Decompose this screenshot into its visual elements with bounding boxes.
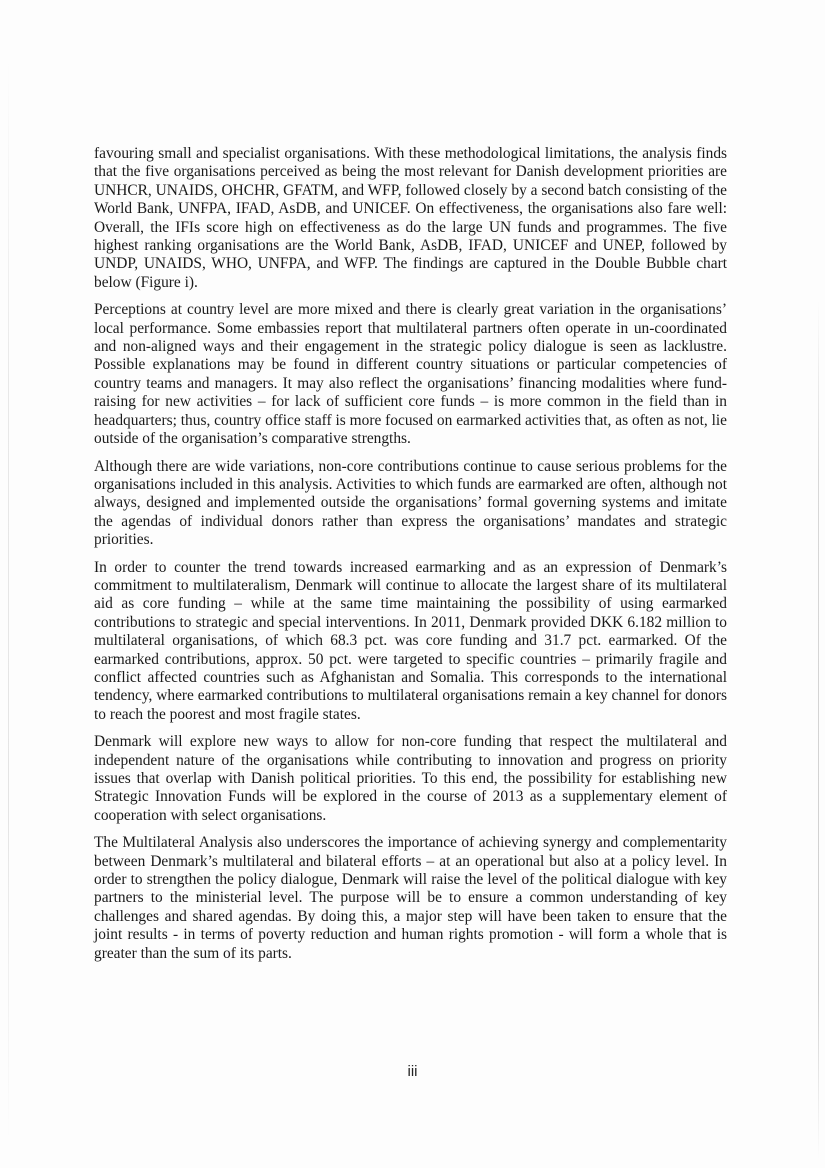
- paragraph-3: Although there are wide variations, non-core contributions continue to cause serious problems for the organisations included in this analysis. Activities to which funds are earmarked are often, although not always, designed and implemented outside the organisations’ formal governing systems and imitate the agendas of individual donors rather than express the organisations’ mandates and strategic priorities.: [94, 457, 727, 549]
- paragraph-4: In order to counter the trend towards increased earmarking and as an expression of Denmark’s commitment to multilateralism, Denmark will continue to allocate the largest share of its multilateral aid as core funding – while at the same time maintaining the possibility of using earmarked contributions to strategic and special interventions. In 2011, Denmark provided DKK 6.182 million to multilateral organisations, of which 68.3 pct. was core funding and 31.7 pct. earmarked. Of the earmarked contributions, approx. 50 pct. were targeted to specific countries – primarily fragile and conflict affected countries such as Afghanistan and Somalia. This corresponds to the international tendency, where earmarked contributions to multilateral organisations remain a key channel for donors to reach the poorest and most fragile states.: [94, 558, 727, 723]
- paragraph-6: The Multilateral Analysis also underscores the importance of achieving synergy and complementarity between Denmark’s multilateral and bilateral efforts – at an operational but also at a policy level. In order to strengthen the policy dialogue, Denmark will raise the level of the political dialogue with key partners to the ministerial level. The purpose will be to ensure a common understanding of key challenges and shared agendas. By doing this, a major step will have been taken to ensure that the joint results - in terms of poverty reduction and human rights promotion - will form a whole that is greater than the sum of its parts.: [94, 834, 727, 962]
- paragraph-1: favouring small and specialist organisations. With these methodological limitations, the analysis finds that the five organisations perceived as being the most relevant for Danish development priorities are UNHCR, UNAIDS, OHCHR, GFATM, and WFP, followed closely by a second batch consisting of the World Bank, UNFPA, IFAD, AsDB, and UNICEF. On effectiveness, the organisations also fare well: Overall, the IFIs score high on effectiveness as do the large UN funds and programmes. The five highest ranking organisations are the World Bank, AsDB, IFAD, UNICEF and UNEP, followed by UNDP, UNAIDS, WHO, UNFPA, and WFP. The findings are captured in the Double Bubble chart below (Figure i).: [94, 145, 727, 291]
- scan-edge-right: [818, 300, 819, 1160]
- scan-edge-left: [8, 60, 9, 1140]
- paragraph-5: Denmark will explore new ways to allow for non-core funding that respect the multilateral and independent nature of the organisations while contributing to innovation and progress on priority issues that overlap with Danish political priorities. To this end, the possibility for establishing new Strategic Innovation Funds will be explored in the course of 2013 as a supplementary element of cooperation with select organisations.: [94, 733, 727, 824]
- body-text: [94, 145, 727, 972]
- page-number: iii: [407, 1063, 418, 1080]
- paragraph-2: Perceptions at country level are more mixed and there is clearly great variation in the organisations’ local performance. Some embassies report that multilateral partners often operate in un-coordinated and non-aligned ways and their engagement in the strategic policy dialogue is seen as lacklustre. Possible explanations may be found in different country situations or particular competencies of country teams and managers. It may also reflect the organisations’ financing modalities where fund-raising for new activities – for lack of sufficient core funds – is more common in the field than in headquarters; thus, country office staff is more focused on earmarked activities that, as often as not, lie outside of the organisation’s comparative strengths.: [94, 301, 727, 448]
